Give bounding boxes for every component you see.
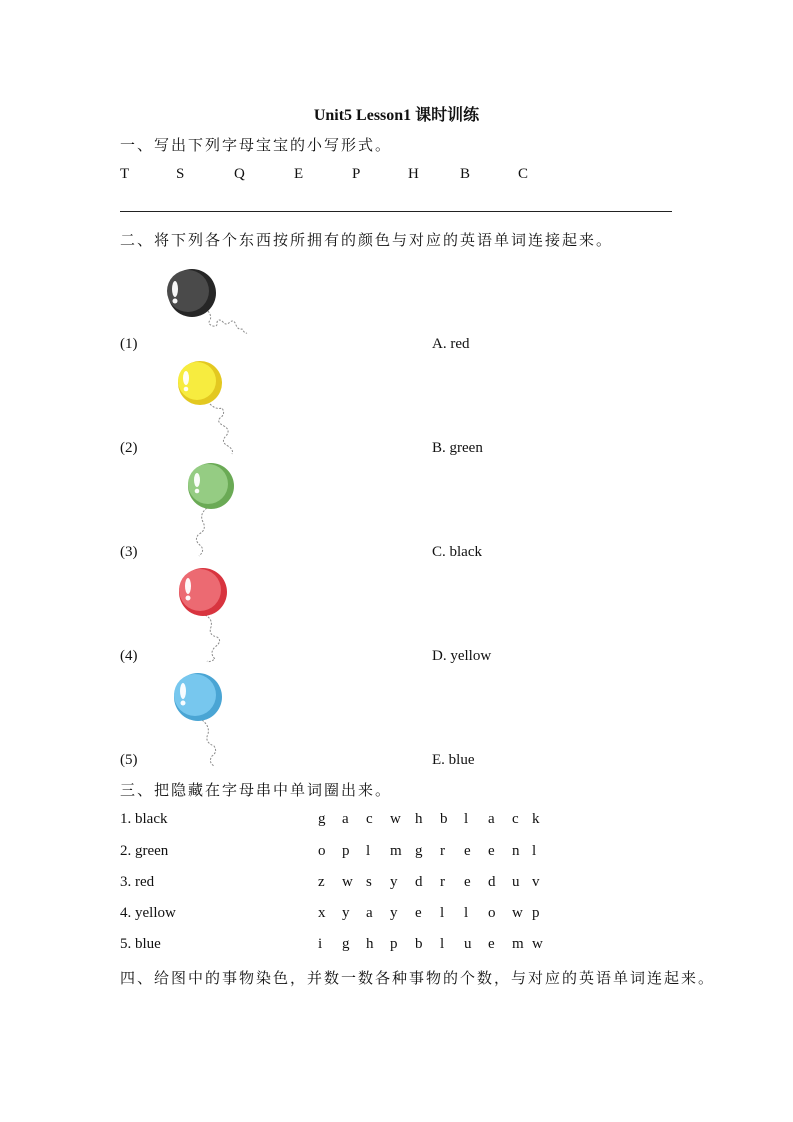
grid-letter[interactable]: r xyxy=(440,874,445,890)
grid-letter[interactable]: n xyxy=(512,843,520,859)
yellow-balloon-icon xyxy=(172,358,262,458)
color-option[interactable]: E. blue xyxy=(432,752,475,768)
grid-letter[interactable]: z xyxy=(318,874,325,890)
grid-letter[interactable]: y xyxy=(390,874,398,890)
page-title: Unit5 Lesson1 课时训练 xyxy=(313,107,480,124)
grid-letter[interactable]: l xyxy=(440,936,445,952)
letter-item: P xyxy=(352,166,361,182)
section-4-heading: 四、给图中的事物染色，并数一数各种事物的个数，与对应的英语单词连起来。 xyxy=(120,971,716,987)
grid-letter[interactable]: h xyxy=(415,811,423,827)
grid-letter[interactable]: c xyxy=(512,811,519,827)
grid-letter[interactable]: d xyxy=(415,874,423,890)
balloon-highlight xyxy=(174,674,216,716)
balloon-highlight xyxy=(188,464,228,504)
item-number: (5) xyxy=(120,752,138,768)
grid-letter[interactable]: l xyxy=(366,843,371,859)
color-option[interactable]: A. red xyxy=(432,336,470,352)
grid-letter[interactable]: a xyxy=(488,811,495,827)
grid-letter[interactable]: v xyxy=(532,874,540,890)
color-option[interactable]: C. black xyxy=(432,544,482,560)
letter-item: H xyxy=(408,166,419,182)
grid-letter[interactable]: e xyxy=(464,843,471,859)
grid-letter[interactable]: e xyxy=(488,936,495,952)
grid-letter[interactable]: c xyxy=(366,811,373,827)
section-3-heading: 三、把隐藏在字母串中单词圈出来。 xyxy=(120,783,393,799)
target-word: 4. yellow xyxy=(120,905,176,921)
target-word: 1. black xyxy=(120,811,168,827)
grid-letter[interactable]: y xyxy=(390,905,398,921)
grid-letter[interactable]: l xyxy=(464,811,469,827)
grid-letter[interactable]: r xyxy=(440,843,445,859)
grid-letter[interactable]: s xyxy=(366,874,372,890)
grid-letter[interactable]: a xyxy=(366,905,373,921)
section-2-heading: 二、将下列各个东西按所拥有的颜色与对应的英语单词连接起来。 xyxy=(120,233,614,249)
grid-letter[interactable]: e xyxy=(415,905,422,921)
green-balloon-icon xyxy=(185,460,245,560)
grid-letter[interactable]: y xyxy=(342,905,350,921)
target-word: 3. red xyxy=(120,874,155,890)
grid-letter[interactable]: e xyxy=(464,874,471,890)
grid-letter[interactable]: g xyxy=(318,811,326,827)
grid-letter[interactable]: d xyxy=(488,874,496,890)
grid-letter[interactable]: e xyxy=(488,843,495,859)
balloon-highlight xyxy=(179,569,221,611)
blue-balloon-icon xyxy=(170,670,240,770)
grid-letter[interactable]: b xyxy=(415,936,423,952)
target-word: 5. blue xyxy=(120,936,161,952)
item-number: (2) xyxy=(120,440,138,456)
grid-letter[interactable]: w xyxy=(390,811,401,827)
color-option[interactable]: B. green xyxy=(432,440,483,456)
grid-letter[interactable]: k xyxy=(532,811,540,827)
grid-letter[interactable]: m xyxy=(390,843,402,859)
color-option[interactable]: D. yellow xyxy=(432,648,492,664)
grid-letter[interactable]: g xyxy=(342,936,350,952)
red-balloon-icon xyxy=(175,565,245,665)
grid-letter[interactable]: w xyxy=(512,905,523,921)
grid-letter[interactable]: p xyxy=(390,936,398,952)
section-1-heading: 一、写出下列字母宝宝的小写形式。 xyxy=(120,138,393,154)
grid-letter[interactable]: l xyxy=(532,843,537,859)
grid-letter[interactable]: p xyxy=(532,905,540,921)
item-number: (3) xyxy=(120,544,138,560)
grid-letter[interactable]: u xyxy=(464,936,472,952)
grid-letter[interactable]: o xyxy=(488,905,496,921)
letter-item: Q xyxy=(234,166,245,182)
grid-letter[interactable]: w xyxy=(532,936,543,952)
answer-line[interactable] xyxy=(120,211,672,212)
black-balloon-icon xyxy=(160,265,260,340)
grid-letter[interactable]: m xyxy=(512,936,524,952)
grid-letter[interactable]: b xyxy=(440,811,448,827)
grid-letter[interactable]: l xyxy=(440,905,445,921)
grid-letter[interactable]: o xyxy=(318,843,326,859)
grid-letter[interactable]: w xyxy=(342,874,353,890)
grid-letter[interactable]: u xyxy=(512,874,520,890)
grid-letter[interactable]: h xyxy=(366,936,374,952)
letter-item: E xyxy=(294,166,304,182)
grid-letter[interactable]: l xyxy=(464,905,469,921)
grid-letter[interactable]: p xyxy=(342,843,350,859)
grid-letter[interactable]: a xyxy=(342,811,349,827)
letter-item: S xyxy=(176,166,185,182)
item-number: (4) xyxy=(120,648,138,664)
letter-item: C xyxy=(518,166,529,182)
grid-letter[interactable]: i xyxy=(318,936,323,952)
letter-item: B xyxy=(460,166,471,182)
grid-letter[interactable]: x xyxy=(318,905,326,921)
letter-item: T xyxy=(120,166,130,182)
item-number: (1) xyxy=(120,336,138,352)
target-word: 2. green xyxy=(120,843,169,859)
grid-letter[interactable]: g xyxy=(415,843,423,859)
